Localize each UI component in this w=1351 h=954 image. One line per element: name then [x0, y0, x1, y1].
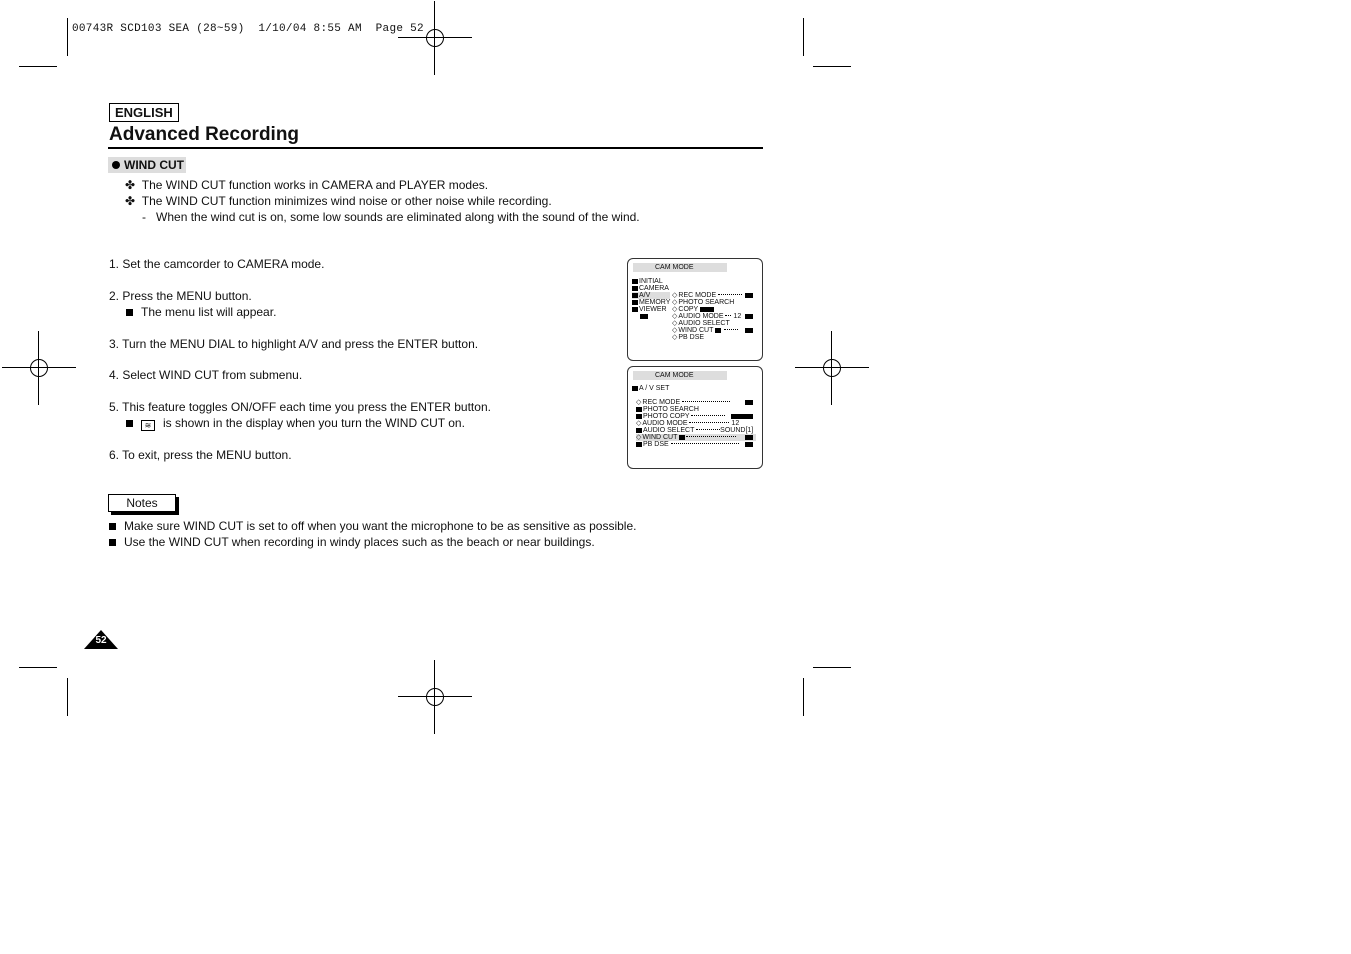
screen-header: CAM MODE — [633, 371, 727, 380]
page-number: 52 — [95, 635, 107, 646]
intro-item: ✤ The WIND CUT function minimizes wind noise or other noise while recording. — [125, 194, 552, 208]
submenu-item-selected: ◇WIND CUT — [636, 434, 756, 441]
registration-mark-icon — [418, 21, 452, 55]
crop-mark — [67, 18, 68, 56]
left-menu-item: MEMORY — [632, 299, 670, 306]
step-4: 4. Select WIND CUT from submenu. — [109, 368, 303, 382]
dash-bullet: - — [142, 210, 146, 224]
left-menu-item: VIEWER — [632, 306, 667, 313]
crop-mark — [813, 667, 851, 668]
screen-subheader: A / V SET — [632, 385, 669, 392]
crop-mark — [19, 667, 57, 668]
crop-mark — [67, 678, 68, 716]
wind-cut-icon — [679, 435, 685, 440]
step-2: 2. Press the MENU button. — [109, 289, 252, 303]
registration-mark-icon — [22, 351, 56, 385]
submenu-item: PHOTO COPY — [636, 413, 725, 420]
title-rule — [108, 147, 763, 149]
submenu-item: PHOTO SEARCH — [636, 406, 699, 413]
note-item: Use the WIND CUT when recording in windy places such as the beach or near buildings. — [109, 535, 595, 549]
bullet-dot-icon — [112, 161, 120, 169]
exit-icon — [640, 313, 648, 320]
value-icon — [745, 434, 753, 441]
folder-icon — [632, 279, 638, 284]
note-item: Make sure WIND CUT is set to off when you want the microphone to be as sensitive as possible. — [109, 519, 636, 533]
notes-label: Notes — [108, 494, 176, 512]
value-icon — [745, 327, 753, 334]
submenu-item: ◇AUDIO MODE 12 — [672, 313, 742, 320]
intro-subitem: - When the wind cut is on, some low sounds are eliminated along with the sound of the wind. — [142, 210, 640, 224]
crop-mark — [19, 66, 57, 67]
left-menu-item: CAMERA — [632, 285, 669, 292]
av-icon — [632, 386, 638, 391]
print-header: 00743R SCD103 SEA (28~59) 1/10/04 8:55 AM Page 52 — [72, 23, 424, 35]
step-5-note: ≋ is shown in the display when you turn the WIND CUT on. — [126, 416, 465, 431]
menu-screen-2 — [627, 366, 763, 469]
crop-mark — [803, 678, 804, 716]
crop-mark — [813, 66, 851, 67]
intro-item: ✤ The WIND CUT function works in CAMERA and PLAYER modes. — [125, 178, 489, 192]
square-bullet-icon — [109, 523, 116, 530]
viewer-icon — [632, 307, 638, 312]
submenu-item: ◇PB DSE — [672, 334, 705, 341]
screen-header: CAM MODE — [633, 263, 727, 272]
submenu-item: ◇AUDIO SELECT — [672, 320, 730, 327]
crop-mark — [803, 18, 804, 56]
wind-cut-icon — [715, 328, 721, 333]
square-bullet-icon — [126, 309, 133, 316]
step-1: 1. Set the camcorder to CAMERA mode. — [109, 257, 325, 271]
step-2-note: The menu list will appear. — [126, 305, 276, 319]
page-title: Advanced Recording — [109, 124, 300, 145]
section-title: WIND CUT — [108, 157, 186, 173]
av-icon — [632, 293, 638, 298]
camera-icon — [632, 286, 638, 291]
left-menu-item: INITIAL — [632, 278, 663, 285]
language-badge: ENGLISH — [109, 103, 179, 122]
value-icon — [745, 399, 753, 406]
value-icon — [745, 441, 753, 448]
left-menu-item-selected: A/V — [632, 292, 670, 299]
value-icon — [745, 313, 753, 320]
step-3: 3. Turn the MENU DIAL to highlight A/V and press the ENTER button. — [109, 337, 479, 351]
submenu-item: AUDIO SELECT SOUND[1] — [636, 427, 753, 434]
wind-cut-icon: ≋ — [141, 420, 155, 431]
registration-mark-icon — [815, 351, 849, 385]
cross-bullet-icon: ✤ — [125, 178, 136, 192]
step-6: 6. To exit, press the MENU button. — [109, 448, 292, 462]
submenu-item: PB DSE — [636, 441, 739, 448]
submenu-item: ◇REC MODE — [636, 399, 730, 406]
square-bullet-icon — [126, 420, 133, 427]
square-bullet-icon — [109, 539, 116, 546]
submenu-item: ◇WIND CUT — [672, 327, 738, 334]
submenu-item: ◇AUDIO MODE 12 — [636, 420, 740, 427]
menu-screen-1 — [627, 258, 763, 361]
step-5: 5. This feature toggles ON/OFF each time you press the ENTER button. — [109, 400, 491, 414]
submenu-item: ◇REC MODE — [672, 292, 742, 299]
submenu-item: ◇COPY — [672, 306, 714, 313]
memory-icon — [632, 300, 638, 305]
submenu-item: ◇PHOTO SEARCH — [672, 299, 735, 306]
value-icon — [745, 292, 753, 299]
cross-bullet-icon: ✤ — [125, 194, 136, 208]
value-icon — [731, 413, 753, 420]
registration-mark-icon — [418, 680, 452, 714]
